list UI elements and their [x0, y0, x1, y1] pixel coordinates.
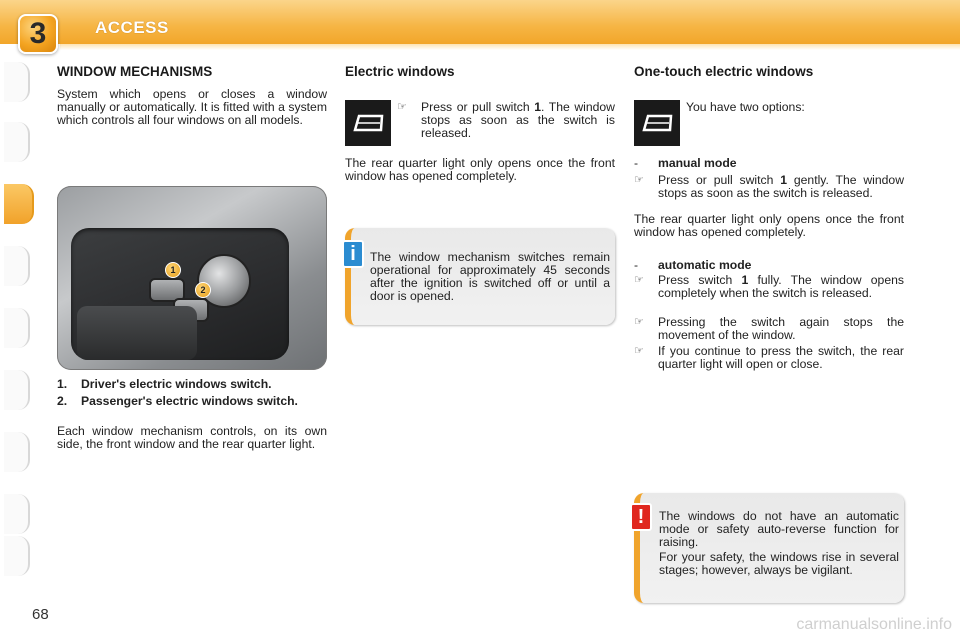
auto-bullet-2	[634, 316, 904, 344]
section-title-one-touch: One-touch electric windows	[634, 64, 814, 79]
bullet-text: Press switch 1 fully. The window opens completely when the switch is released.	[658, 273, 904, 300]
chapter-tab-9[interactable]	[4, 536, 30, 576]
bullet-text: Press or pull switch 1. The window stops as soon as the switch is released.	[421, 100, 615, 140]
info-icon: i	[342, 240, 364, 268]
legend-num: 1.	[57, 377, 68, 391]
legend-num: 2.	[57, 394, 68, 408]
chapter-tab-8[interactable]	[4, 494, 30, 534]
rear-quarter-note: The rear quarter light only opens once the front window has opened completely.	[345, 156, 615, 183]
window-switch-panel-image	[57, 186, 327, 370]
legend-item-2	[57, 395, 327, 423]
section-title-electric-windows: Electric windows	[345, 64, 455, 79]
switch-1-label: 1	[165, 262, 181, 278]
switch-2-label: 2	[195, 282, 211, 298]
chapter-tab-3[interactable]	[4, 184, 34, 224]
rear-quarter-note-right: The rear quarter light only opens once the front window has opened completely.	[634, 212, 904, 239]
section-title-window-mechanisms: WINDOW MECHANISMS	[57, 64, 213, 79]
options-text: You have two options:	[686, 100, 805, 114]
hand-pointer-icon: ☞	[634, 345, 644, 357]
page-number: 68	[32, 606, 49, 623]
manual-mode-bullet	[634, 174, 904, 216]
chapter-tab-5[interactable]	[4, 308, 30, 348]
watermark: carmanualsonline.info	[796, 616, 952, 633]
manual-mode-label: manual mode	[658, 156, 737, 170]
automatic-mode-label: automatic mode	[658, 258, 752, 272]
bullet-text: Press or pull switch 1 gently. The window stops as soon as the switch is released.	[658, 173, 904, 200]
panel-lower-recess	[77, 306, 197, 360]
automatic-mode-heading	[634, 259, 904, 273]
hand-pointer-icon: ☞	[397, 101, 407, 113]
bullet-text: Pressing the switch again stops the movement of the window.	[658, 315, 904, 342]
auto-bullet-1	[634, 274, 904, 314]
chapter-tab-1[interactable]	[4, 62, 30, 102]
chapter-tab-6[interactable]	[4, 370, 30, 410]
bullet-press-switch	[397, 101, 615, 143]
intro-paragraph: System which opens or closes a window manually or automatically. It is fitted with a system which controls all four windows on all models.	[57, 87, 327, 127]
auto-bullet-3	[634, 345, 904, 385]
hand-pointer-icon: ☞	[634, 174, 644, 186]
warning-text-2: For your safety, the windows rise in several stages; however, always be vigilant.	[659, 550, 899, 577]
chapter-tab-7[interactable]	[4, 432, 30, 472]
hand-pointer-icon: ☞	[634, 316, 644, 328]
legend-text: Driver's electric windows switch.	[81, 377, 272, 391]
chapter-tab-4[interactable]	[4, 246, 30, 286]
hand-pointer-icon: ☞	[634, 274, 644, 286]
dash: -	[634, 258, 639, 272]
warning-icon: !	[630, 503, 652, 531]
outro-paragraph: Each window mechanism controls, on its own side, the front window and the rear quarter light.	[57, 424, 327, 451]
legend-item-1	[57, 378, 327, 392]
legend-text: Passenger's electric windows switch.	[81, 394, 298, 408]
header-fade	[60, 44, 960, 50]
chapter-number-badge: 3	[18, 14, 58, 54]
chapter-title: ACCESS	[95, 18, 169, 37]
chapter-tab-strip	[0, 62, 36, 577]
window-switch-icon	[345, 100, 391, 146]
warning-text-1: The windows do not have an automatic mode or safety auto-reverse function for raising.	[659, 509, 899, 549]
dash: -	[634, 156, 639, 170]
info-text: The window mechanism switches remain operational for approximately 45 seconds after the ignition is switched off or until a door is opened.	[370, 250, 610, 303]
chapter-tab-2[interactable]	[4, 122, 30, 162]
manual-mode-heading	[634, 157, 904, 171]
bullet-text: If you continue to press the switch, the rear quarter light will open or close.	[658, 344, 904, 371]
window-switch-icon	[634, 100, 680, 146]
